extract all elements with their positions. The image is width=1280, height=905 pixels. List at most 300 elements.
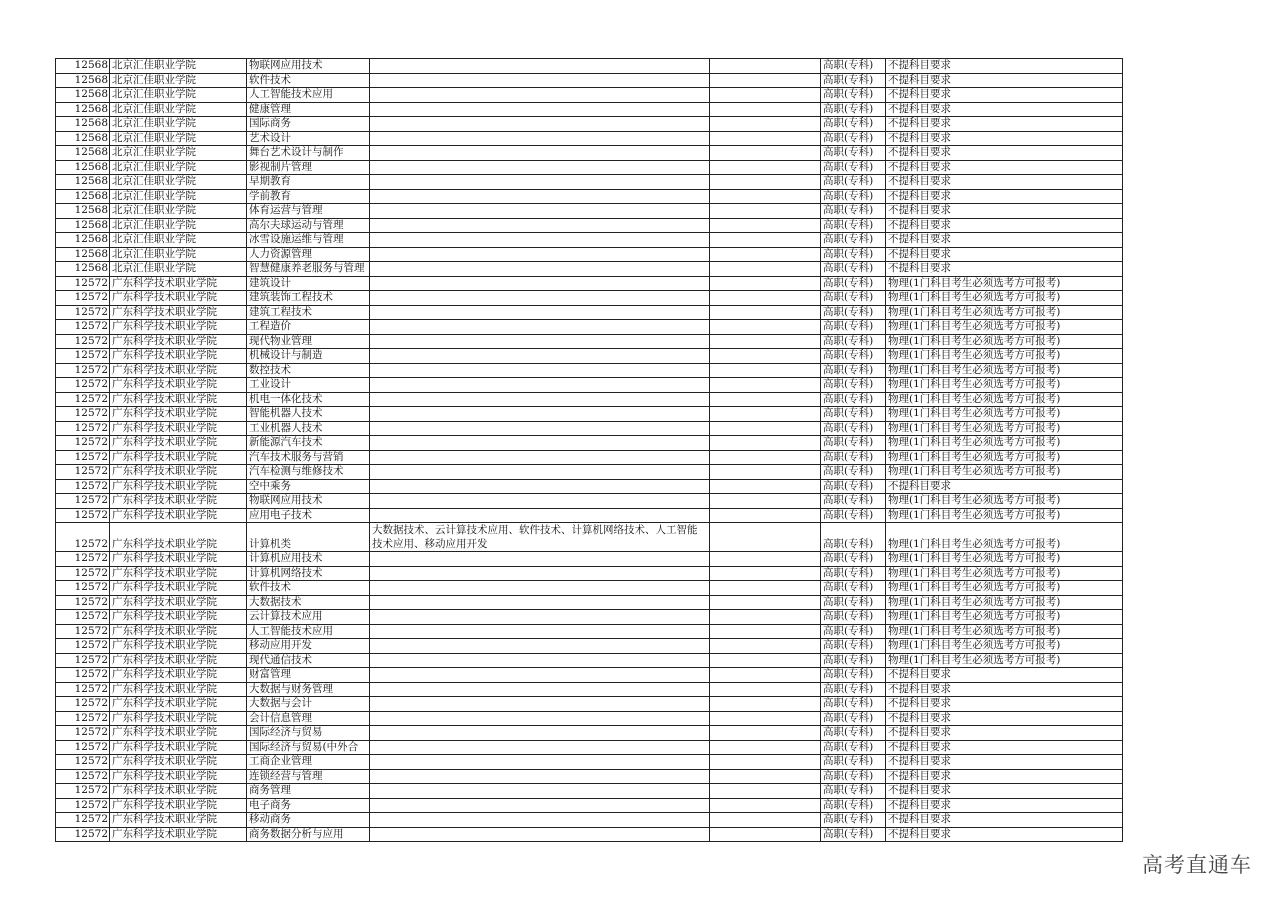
school-code-cell: 12568 (56, 146, 110, 161)
major-name-cell: 计算机类 (247, 523, 370, 552)
level-cell: 高职(专科) (821, 566, 886, 581)
major-includes-cell (370, 668, 710, 683)
subject-requirement-cell: 物理(1门科目考生必须选考方可报考) (886, 523, 1123, 552)
school-name-cell: 广东科学技术职业学院 (110, 305, 247, 320)
level-cell: 高职(专科) (821, 726, 886, 741)
table-row (56, 784, 1123, 799)
major-includes-cell (370, 73, 710, 88)
remark-cell (710, 813, 821, 828)
school-name-cell: 北京汇佳职业学院 (110, 117, 247, 132)
remark-cell (710, 595, 821, 610)
table-row (56, 465, 1123, 480)
school-name-cell: 广东科学技术职业学院 (110, 378, 247, 393)
school-code-cell: 12572 (56, 450, 110, 465)
remark-cell (710, 88, 821, 103)
major-includes-cell (370, 421, 710, 436)
remark-cell (710, 668, 821, 683)
remark-cell (710, 204, 821, 219)
major-name-cell: 学前教育 (247, 189, 370, 204)
major-name-cell: 云计算技术应用 (247, 610, 370, 625)
remark-cell (710, 233, 821, 248)
level-cell: 高职(专科) (821, 363, 886, 378)
remark-cell (710, 407, 821, 422)
major-includes-cell: 大数据技术、云计算技术应用、软件技术、计算机网络技术、人工智能技术应用、移动应用开发 (370, 523, 710, 552)
school-name-cell: 广东科学技术职业学院 (110, 276, 247, 291)
major-name-cell: 空中乘务 (247, 479, 370, 494)
remark-cell (710, 262, 821, 277)
subject-requirement-cell: 不提科目要求 (886, 827, 1123, 842)
remark-cell (710, 421, 821, 436)
table-row (56, 117, 1123, 132)
major-includes-cell (370, 639, 710, 654)
remark-cell (710, 552, 821, 567)
school-code-cell: 12572 (56, 711, 110, 726)
level-cell: 高职(专科) (821, 291, 886, 306)
school-name-cell: 广东科学技术职业学院 (110, 334, 247, 349)
school-code-cell: 12568 (56, 131, 110, 146)
school-code-cell: 12572 (56, 755, 110, 770)
major-includes-cell (370, 827, 710, 842)
school-code-cell: 12572 (56, 581, 110, 596)
level-cell: 高职(专科) (821, 262, 886, 277)
subject-requirement-cell: 物理(1门科目考生必须选考方可报考) (886, 653, 1123, 668)
school-name-cell: 北京汇佳职业学院 (110, 218, 247, 233)
major-name-cell: 国际经济与贸易(中外合 (247, 740, 370, 755)
major-name-cell: 软件技术 (247, 73, 370, 88)
major-includes-cell (370, 378, 710, 393)
remark-cell (710, 73, 821, 88)
subject-requirement-cell: 物理(1门科目考生必须选考方可报考) (886, 581, 1123, 596)
table-row (56, 827, 1123, 842)
major-includes-cell (370, 117, 710, 132)
table-row (56, 146, 1123, 161)
school-code-cell: 12572 (56, 639, 110, 654)
remark-cell (710, 624, 821, 639)
major-name-cell: 工业机器人技术 (247, 421, 370, 436)
school-name-cell: 广东科学技术职业学院 (110, 827, 247, 842)
school-name-cell: 广东科学技术职业学院 (110, 769, 247, 784)
level-cell: 高职(专科) (821, 552, 886, 567)
school-name-cell: 广东科学技术职业学院 (110, 363, 247, 378)
school-code-cell: 12568 (56, 175, 110, 190)
major-name-cell: 大数据与财务管理 (247, 682, 370, 697)
major-name-cell: 计算机应用技术 (247, 552, 370, 567)
level-cell: 高职(专科) (821, 305, 886, 320)
school-code-cell: 12572 (56, 595, 110, 610)
remark-cell (710, 653, 821, 668)
major-name-cell: 健康管理 (247, 102, 370, 117)
subject-requirement-cell: 不提科目要求 (886, 189, 1123, 204)
major-includes-cell (370, 320, 710, 335)
remark-cell (710, 827, 821, 842)
subject-requirement-cell: 物理(1门科目考生必须选考方可报考) (886, 349, 1123, 364)
subject-requirement-cell: 不提科目要求 (886, 479, 1123, 494)
table-row (56, 247, 1123, 262)
table-row (56, 740, 1123, 755)
major-name-cell: 人工智能技术应用 (247, 624, 370, 639)
table-row (56, 798, 1123, 813)
remark-cell (710, 494, 821, 509)
remark-cell (710, 160, 821, 175)
school-code-cell: 12568 (56, 218, 110, 233)
table-row (56, 769, 1123, 784)
table-row (56, 175, 1123, 190)
table-row (56, 320, 1123, 335)
major-name-cell: 财富管理 (247, 668, 370, 683)
subject-requirement-cell: 不提科目要求 (886, 59, 1123, 74)
major-name-cell: 移动商务 (247, 813, 370, 828)
subject-requirement-cell: 物理(1门科目考生必须选考方可报考) (886, 291, 1123, 306)
major-includes-cell (370, 189, 710, 204)
remark-cell (710, 218, 821, 233)
remark-cell (710, 523, 821, 552)
table-row (56, 595, 1123, 610)
school-name-cell: 北京汇佳职业学院 (110, 131, 247, 146)
level-cell: 高职(专科) (821, 450, 886, 465)
remark-cell (710, 479, 821, 494)
school-name-cell: 北京汇佳职业学院 (110, 102, 247, 117)
school-code-cell: 12572 (56, 494, 110, 509)
table-row (56, 653, 1123, 668)
major-includes-cell (370, 784, 710, 799)
table-row (56, 624, 1123, 639)
school-name-cell: 北京汇佳职业学院 (110, 262, 247, 277)
subject-requirement-cell: 物理(1门科目考生必须选考方可报考) (886, 363, 1123, 378)
table-row (56, 697, 1123, 712)
school-name-cell: 广东科学技术职业学院 (110, 566, 247, 581)
subject-requirement-cell: 不提科目要求 (886, 798, 1123, 813)
school-name-cell: 广东科学技术职业学院 (110, 726, 247, 741)
school-code-cell: 12568 (56, 204, 110, 219)
level-cell: 高职(专科) (821, 160, 886, 175)
school-code-cell: 12572 (56, 653, 110, 668)
school-code-cell: 12572 (56, 465, 110, 480)
school-code-cell: 12572 (56, 668, 110, 683)
major-includes-cell (370, 465, 710, 480)
table-row (56, 407, 1123, 422)
school-code-cell: 12572 (56, 566, 110, 581)
school-name-cell: 广东科学技术职业学院 (110, 291, 247, 306)
subject-requirement-cell: 不提科目要求 (886, 262, 1123, 277)
subject-requirement-cell: 不提科目要求 (886, 682, 1123, 697)
table-row (56, 450, 1123, 465)
school-code-cell: 12572 (56, 726, 110, 741)
level-cell: 高职(专科) (821, 740, 886, 755)
major-includes-cell (370, 262, 710, 277)
major-name-cell: 舞台艺术设计与制作 (247, 146, 370, 161)
level-cell: 高职(专科) (821, 407, 886, 422)
table-row (56, 668, 1123, 683)
major-includes-cell (370, 581, 710, 596)
major-name-cell: 连锁经营与管理 (247, 769, 370, 784)
school-name-cell: 广东科学技术职业学院 (110, 392, 247, 407)
school-code-cell: 12572 (56, 523, 110, 552)
table-row (56, 508, 1123, 523)
major-includes-cell (370, 204, 710, 219)
major-includes-cell (370, 334, 710, 349)
table-row (56, 291, 1123, 306)
school-name-cell: 北京汇佳职业学院 (110, 175, 247, 190)
school-name-cell: 广东科学技术职业学院 (110, 682, 247, 697)
admission-table (55, 58, 1123, 842)
table-row (56, 711, 1123, 726)
level-cell: 高职(专科) (821, 755, 886, 770)
subject-requirement-cell: 不提科目要求 (886, 726, 1123, 741)
level-cell: 高职(专科) (821, 595, 886, 610)
remark-cell (710, 740, 821, 755)
major-name-cell: 现代通信技术 (247, 653, 370, 668)
school-code-cell: 12568 (56, 160, 110, 175)
major-includes-cell (370, 494, 710, 509)
major-name-cell: 建筑工程技术 (247, 305, 370, 320)
major-name-cell: 早期教育 (247, 175, 370, 190)
level-cell: 高职(专科) (821, 189, 886, 204)
major-name-cell: 应用电子技术 (247, 508, 370, 523)
major-name-cell: 工程造价 (247, 320, 370, 335)
table-row (56, 233, 1123, 248)
school-name-cell: 广东科学技术职业学院 (110, 450, 247, 465)
school-name-cell: 广东科学技术职业学院 (110, 639, 247, 654)
school-name-cell: 广东科学技术职业学院 (110, 740, 247, 755)
school-code-cell: 12568 (56, 59, 110, 74)
remark-cell (710, 784, 821, 799)
table-row (56, 131, 1123, 146)
school-name-cell: 广东科学技术职业学院 (110, 610, 247, 625)
subject-requirement-cell: 不提科目要求 (886, 102, 1123, 117)
school-name-cell: 广东科学技术职业学院 (110, 320, 247, 335)
school-name-cell: 广东科学技术职业学院 (110, 479, 247, 494)
level-cell: 高职(专科) (821, 392, 886, 407)
major-name-cell: 建筑装饰工程技术 (247, 291, 370, 306)
school-code-cell: 12568 (56, 117, 110, 132)
school-code-cell: 12572 (56, 740, 110, 755)
school-code-cell: 12572 (56, 378, 110, 393)
remark-cell (710, 131, 821, 146)
subject-requirement-cell: 不提科目要求 (886, 175, 1123, 190)
school-name-cell: 广东科学技术职业学院 (110, 407, 247, 422)
level-cell: 高职(专科) (821, 697, 886, 712)
table-row (56, 349, 1123, 364)
school-name-cell: 广东科学技术职业学院 (110, 668, 247, 683)
table-row (56, 581, 1123, 596)
school-name-cell: 北京汇佳职业学院 (110, 88, 247, 103)
major-name-cell: 电子商务 (247, 798, 370, 813)
major-name-cell: 工商企业管理 (247, 755, 370, 770)
remark-cell (710, 189, 821, 204)
major-includes-cell (370, 102, 710, 117)
table-row (56, 523, 1123, 552)
table-row (56, 218, 1123, 233)
level-cell: 高职(专科) (821, 117, 886, 132)
table-row (56, 276, 1123, 291)
subject-requirement-cell: 物理(1门科目考生必须选考方可报考) (886, 595, 1123, 610)
subject-requirement-cell: 物理(1门科目考生必须选考方可报考) (886, 639, 1123, 654)
level-cell: 高职(专科) (821, 465, 886, 480)
subject-requirement-cell: 不提科目要求 (886, 769, 1123, 784)
table-row (56, 566, 1123, 581)
major-name-cell: 智慧健康养老服务与管理 (247, 262, 370, 277)
school-name-cell: 北京汇佳职业学院 (110, 73, 247, 88)
major-includes-cell (370, 479, 710, 494)
remark-cell (710, 392, 821, 407)
major-name-cell: 软件技术 (247, 581, 370, 596)
major-includes-cell (370, 363, 710, 378)
subject-requirement-cell: 物理(1门科目考生必须选考方可报考) (886, 566, 1123, 581)
level-cell: 高职(专科) (821, 59, 886, 74)
school-code-cell: 12572 (56, 479, 110, 494)
major-includes-cell (370, 653, 710, 668)
level-cell: 高职(专科) (821, 610, 886, 625)
table-row (56, 726, 1123, 741)
table-row (56, 334, 1123, 349)
remark-cell (710, 378, 821, 393)
school-name-cell: 广东科学技术职业学院 (110, 784, 247, 799)
major-name-cell: 国际经济与贸易 (247, 726, 370, 741)
level-cell: 高职(专科) (821, 769, 886, 784)
major-includes-cell (370, 160, 710, 175)
school-name-cell: 北京汇佳职业学院 (110, 146, 247, 161)
level-cell: 高职(专科) (821, 711, 886, 726)
school-code-cell: 12572 (56, 827, 110, 842)
watermark-text: 高考直通车 (1142, 853, 1252, 877)
major-name-cell: 艺术设计 (247, 131, 370, 146)
subject-requirement-cell: 物理(1门科目考生必须选考方可报考) (886, 421, 1123, 436)
subject-requirement-cell: 物理(1门科目考生必须选考方可报考) (886, 494, 1123, 509)
major-includes-cell (370, 610, 710, 625)
subject-requirement-cell: 物理(1门科目考生必须选考方可报考) (886, 610, 1123, 625)
major-includes-cell (370, 595, 710, 610)
major-includes-cell (370, 682, 710, 697)
school-code-cell: 12572 (56, 508, 110, 523)
level-cell: 高职(专科) (821, 421, 886, 436)
school-code-cell: 12572 (56, 697, 110, 712)
table-row (56, 204, 1123, 219)
table-row (56, 392, 1123, 407)
subject-requirement-cell: 物理(1门科目考生必须选考方可报考) (886, 320, 1123, 335)
remark-cell (710, 798, 821, 813)
school-name-cell: 广东科学技术职业学院 (110, 349, 247, 364)
school-code-cell: 12572 (56, 784, 110, 799)
level-cell: 高职(专科) (821, 276, 886, 291)
school-code-cell: 12572 (56, 798, 110, 813)
table-row (56, 160, 1123, 175)
level-cell: 高职(专科) (821, 131, 886, 146)
table-row (56, 102, 1123, 117)
subject-requirement-cell: 物理(1门科目考生必须选考方可报考) (886, 508, 1123, 523)
subject-requirement-cell: 物理(1门科目考生必须选考方可报考) (886, 552, 1123, 567)
major-includes-cell (370, 769, 710, 784)
school-name-cell: 北京汇佳职业学院 (110, 160, 247, 175)
school-code-cell: 12572 (56, 421, 110, 436)
level-cell: 高职(专科) (821, 581, 886, 596)
major-name-cell: 高尔夫球运动与管理 (247, 218, 370, 233)
subject-requirement-cell: 物理(1门科目考生必须选考方可报考) (886, 465, 1123, 480)
subject-requirement-cell: 物理(1门科目考生必须选考方可报考) (886, 436, 1123, 451)
subject-requirement-cell: 不提科目要求 (886, 131, 1123, 146)
level-cell: 高职(专科) (821, 653, 886, 668)
remark-cell (710, 711, 821, 726)
major-includes-cell (370, 740, 710, 755)
level-cell: 高职(专科) (821, 247, 886, 262)
remark-cell (710, 59, 821, 74)
school-code-cell: 12572 (56, 305, 110, 320)
school-name-cell: 广东科学技术职业学院 (110, 813, 247, 828)
school-code-cell: 12572 (56, 320, 110, 335)
subject-requirement-cell: 不提科目要求 (886, 740, 1123, 755)
subject-requirement-cell: 不提科目要求 (886, 668, 1123, 683)
school-code-cell: 12568 (56, 88, 110, 103)
level-cell: 高职(专科) (821, 624, 886, 639)
school-code-cell: 12572 (56, 552, 110, 567)
level-cell: 高职(专科) (821, 784, 886, 799)
major-includes-cell (370, 131, 710, 146)
table-row (56, 88, 1123, 103)
level-cell: 高职(专科) (821, 218, 886, 233)
school-code-cell: 12568 (56, 247, 110, 262)
school-code-cell: 12568 (56, 233, 110, 248)
school-code-cell: 12572 (56, 363, 110, 378)
school-name-cell: 广东科学技术职业学院 (110, 552, 247, 567)
subject-requirement-cell: 不提科目要求 (886, 233, 1123, 248)
school-code-cell: 12572 (56, 624, 110, 639)
level-cell: 高职(专科) (821, 682, 886, 697)
subject-requirement-cell: 物理(1门科目考生必须选考方可报考) (886, 407, 1123, 422)
remark-cell (710, 291, 821, 306)
remark-cell (710, 639, 821, 654)
table-row (56, 494, 1123, 509)
level-cell: 高职(专科) (821, 798, 886, 813)
school-name-cell: 北京汇佳职业学院 (110, 189, 247, 204)
major-includes-cell (370, 450, 710, 465)
school-name-cell: 广东科学技术职业学院 (110, 697, 247, 712)
school-name-cell: 北京汇佳职业学院 (110, 247, 247, 262)
remark-cell (710, 581, 821, 596)
major-includes-cell (370, 291, 710, 306)
level-cell: 高职(专科) (821, 494, 886, 509)
remark-cell (710, 363, 821, 378)
major-name-cell: 大数据与会计 (247, 697, 370, 712)
school-code-cell: 12572 (56, 682, 110, 697)
major-includes-cell (370, 755, 710, 770)
remark-cell (710, 247, 821, 262)
major-name-cell: 工业设计 (247, 378, 370, 393)
school-code-cell: 12572 (56, 407, 110, 422)
school-name-cell: 广东科学技术职业学院 (110, 465, 247, 480)
remark-cell (710, 349, 821, 364)
major-includes-cell (370, 305, 710, 320)
table-row (56, 421, 1123, 436)
subject-requirement-cell: 物理(1门科目考生必须选考方可报考) (886, 392, 1123, 407)
major-name-cell: 会计信息管理 (247, 711, 370, 726)
level-cell: 高职(专科) (821, 523, 886, 552)
major-includes-cell (370, 349, 710, 364)
table-row (56, 479, 1123, 494)
school-name-cell: 广东科学技术职业学院 (110, 595, 247, 610)
school-code-cell: 12572 (56, 291, 110, 306)
school-name-cell: 广东科学技术职业学院 (110, 581, 247, 596)
table-row (56, 610, 1123, 625)
school-code-cell: 12568 (56, 262, 110, 277)
major-includes-cell (370, 508, 710, 523)
school-name-cell: 北京汇佳职业学院 (110, 233, 247, 248)
remark-cell (710, 697, 821, 712)
subject-requirement-cell: 不提科目要求 (886, 697, 1123, 712)
major-name-cell: 现代物业管理 (247, 334, 370, 349)
table-row (56, 682, 1123, 697)
major-includes-cell (370, 218, 710, 233)
subject-requirement-cell: 物理(1门科目考生必须选考方可报考) (886, 305, 1123, 320)
table-row (56, 189, 1123, 204)
